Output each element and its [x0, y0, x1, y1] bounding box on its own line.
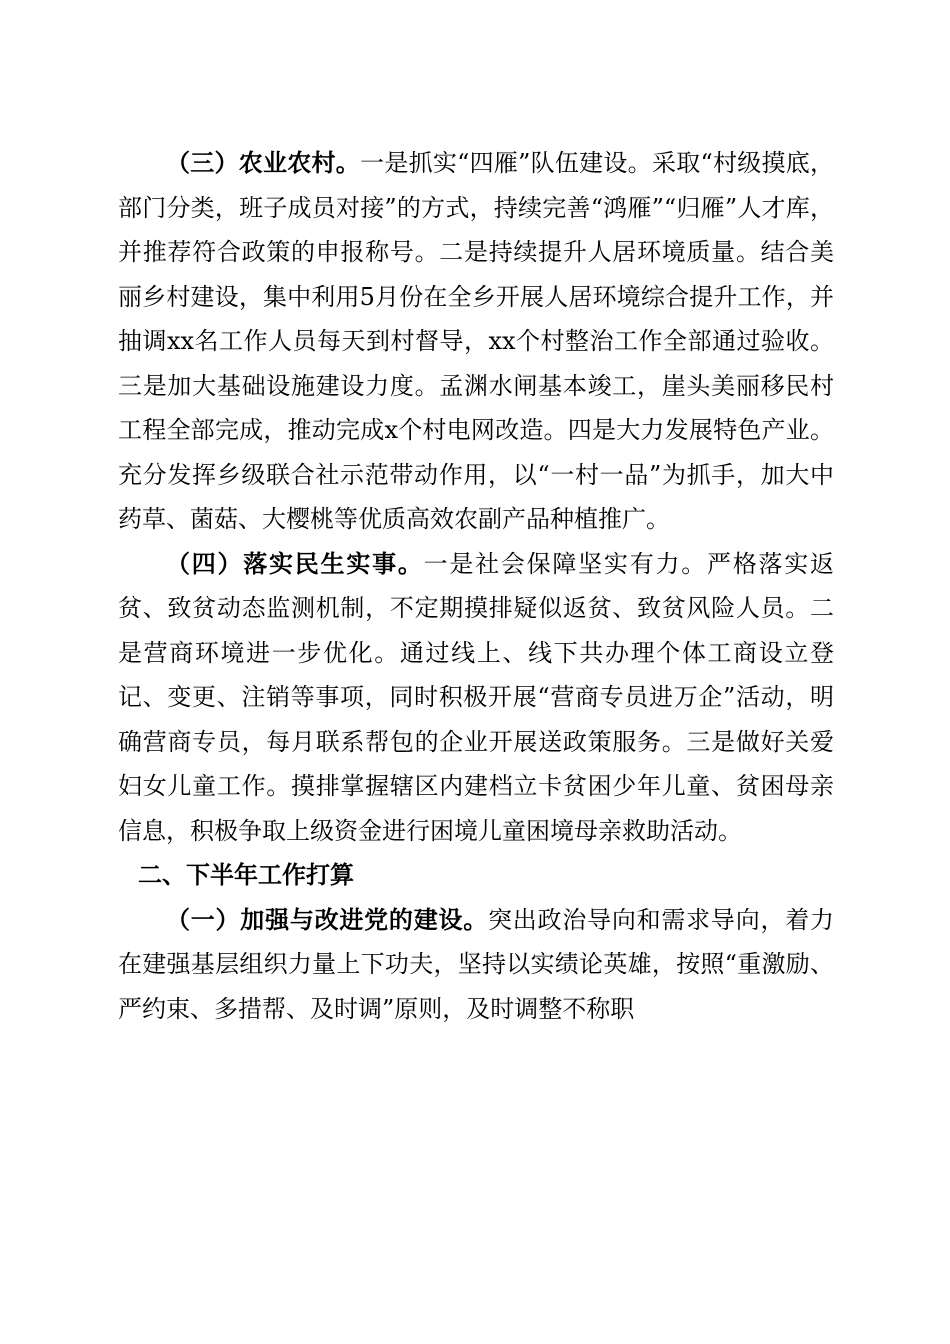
document-body	[118, 141, 834, 1031]
paragraph-lead: （一）加强与改进党的建设。	[166, 904, 488, 934]
paragraph-lead: （四）落实民生实事。	[166, 548, 424, 578]
paragraph-agriculture	[118, 141, 834, 542]
paragraph-text: 突出政治导向和需求导向，着力在建强基层组织力量上下功夫，坚持以实绩论英雄，按照“重激励、严约束、多措帮、及时调”原则，及时调整不称职	[118, 905, 834, 1023]
paragraph-text: 一是社会保障坚实有力。严格落实返贫、致贫动态监测机制，不定期摸排疑似返贫、致贫风险人员。二是营商环境进一步优化。通过线上、线下共办理个体工商设立登记、变更、注销等事项，同时积极开展“营商专员进万企”活动，明确营商专员，每月联系帮包的企业开展送政策服务。三是做好关爱妇女儿童工作。摸排掌握辖区内建档立卡贫困少年儿童、贫困母亲信息，积极争取上级资金进行困境儿童困境母亲救助活动。	[118, 549, 835, 845]
paragraph-lead: （三）农业农村。	[166, 148, 361, 177]
paragraph-text: 一是抓实“四雁”队伍建设。采取“村级摸底，部门分类，班子成员对接”的方式，持续完善“鸿雁”“归雁”人才库，并推荐符合政策的申报称号。二是持续提升人居环境质量。结合美丽乡村建设，集中利用5月份在全乡开展人居环境综合提升工作，并抽调xx名工作人员每天到村督导，xx个村整治工作全部通过验收。三是加大基础设施建设力度。孟渊水闸基本竣工，崖头美丽移民村工程全部完成，推动完成x个村电网改造。四是大力发展特色产业。充分发挥乡级联合社示范带动作用，以“一村一品”为抓手，加大中药草、菌菇、大樱桃等优质高效农副产品种植推广。	[118, 149, 835, 533]
paragraph-livelihood	[118, 542, 834, 854]
paragraph-party-building	[118, 898, 834, 1032]
section-heading: 二、下半年工作打算	[138, 861, 354, 889]
